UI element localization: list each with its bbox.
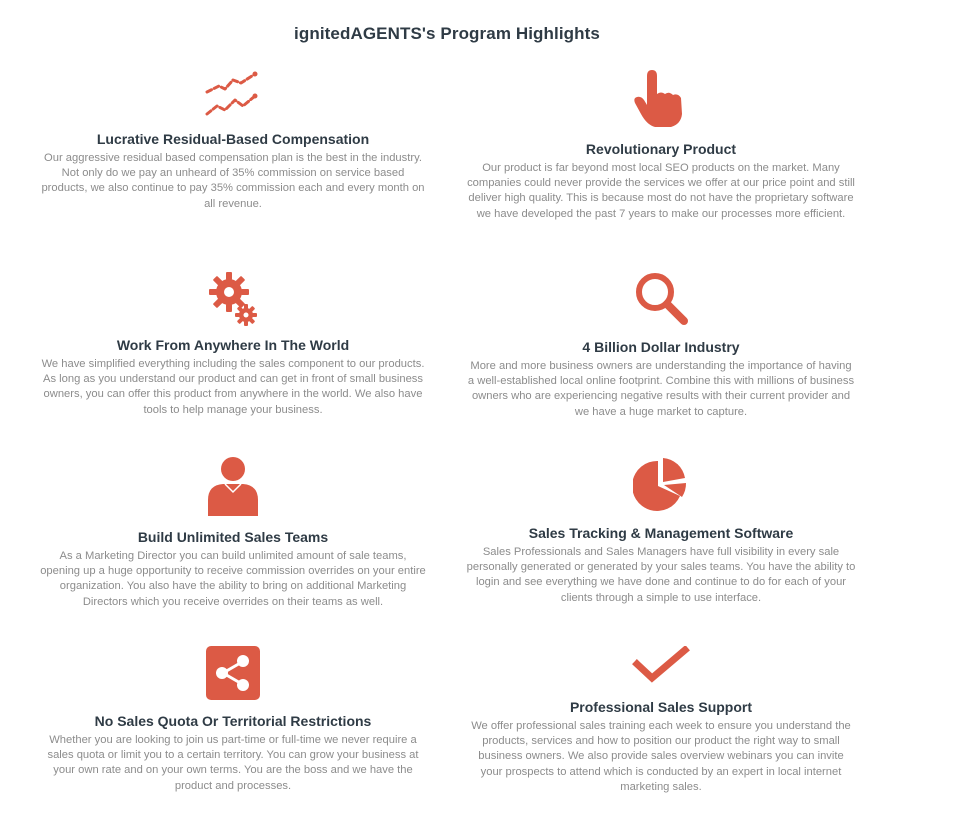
gears-icon [209,272,257,326]
feature-tracking [466,456,856,606]
feature-description: More and more business owners are understanding the importance of having a well-established local online footprint. Combine this with millions of business owners who are experiencing negative results with their current provider and we have a huge market to capture. [467,360,855,418]
feature-title: Sales Tracking & Management Software [528,525,794,541]
feature-no-quota [40,646,426,794]
feature-sales-support [466,646,856,795]
feature-description: Sales Professionals and Sales Managers have full visibility in every sale personally generated or generated by your sales teams. You have the ability to login and see everything we have done and continue to do for each of your clients through a simple to use interface. [466,546,856,604]
feature-title: 4 Billion Dollar Industry [582,339,740,355]
feature-description: Our product is far beyond most local SEO products on the market. Many companies could never provide the services we offer at our price point and still deliver high quality. This is because most do not have the proprietary software we have developed the past 7 years to make our processes more efficient. [467,162,855,220]
pointing-hand-icon [633,70,689,128]
feature-title: Build Unlimited Sales Teams [137,529,329,545]
page-title: ignitedAGENTS's Program Highlights [294,24,600,43]
search-icon [633,270,689,326]
feature-title: Professional Sales Support [569,699,753,715]
feature-title: Lucrative Residual-Based Compensation [96,131,370,147]
feature-work-anywhere [40,272,426,418]
share-icon[interactable] [206,646,260,700]
feature-title: Revolutionary Product [585,141,737,157]
feature-industry [466,270,856,420]
feature-description: Our aggressive residual based compensation plan is the best in the industry. Not only do we pay an unheard of 35% commission on service based products, we also continue to pay 35% commission each and every month on all revenue. [41,152,425,210]
feature-description: We have simplified everything including the sales component to our products. As long as you understand our product and can get in front of small business owners, you can offer this product from anywhere in the world. We also have tools to help manage your business. [41,358,425,416]
feature-compensation [40,70,426,212]
feature-description: Whether you are looking to join us part-time or full-time we never require a sales quota or limit you to a certain territory. You can grow your business at your own rate and on your own terms. You are the boss and we have the product and processes. [47,734,419,792]
user-icon [206,456,260,516]
feature-title: No Sales Quota Or Territorial Restrictions [94,713,372,729]
chart-line-icon [203,70,263,120]
feature-description: As a Marketing Director you can build unlimited amount of sale teams, opening up a huge opportunity to receive commission overrides on your entire organization. You also have the ability to bring on additional Marketing Directors which you receive overrides on their teams as well. [40,550,426,608]
feature-title: Work From Anywhere In The World [116,337,350,353]
feature-sales-teams [40,456,426,610]
feature-description: We offer professional sales training each week to ensure you understand the products, services and how to position our product the right way to small business owners. We also provide sales overview webinars you can invite your prospects to attend which is conducted by an expert in local internet marketing sales. [471,720,851,793]
checkmark-icon [632,646,690,686]
feature-product [466,70,856,222]
pie-chart-icon [633,456,689,512]
